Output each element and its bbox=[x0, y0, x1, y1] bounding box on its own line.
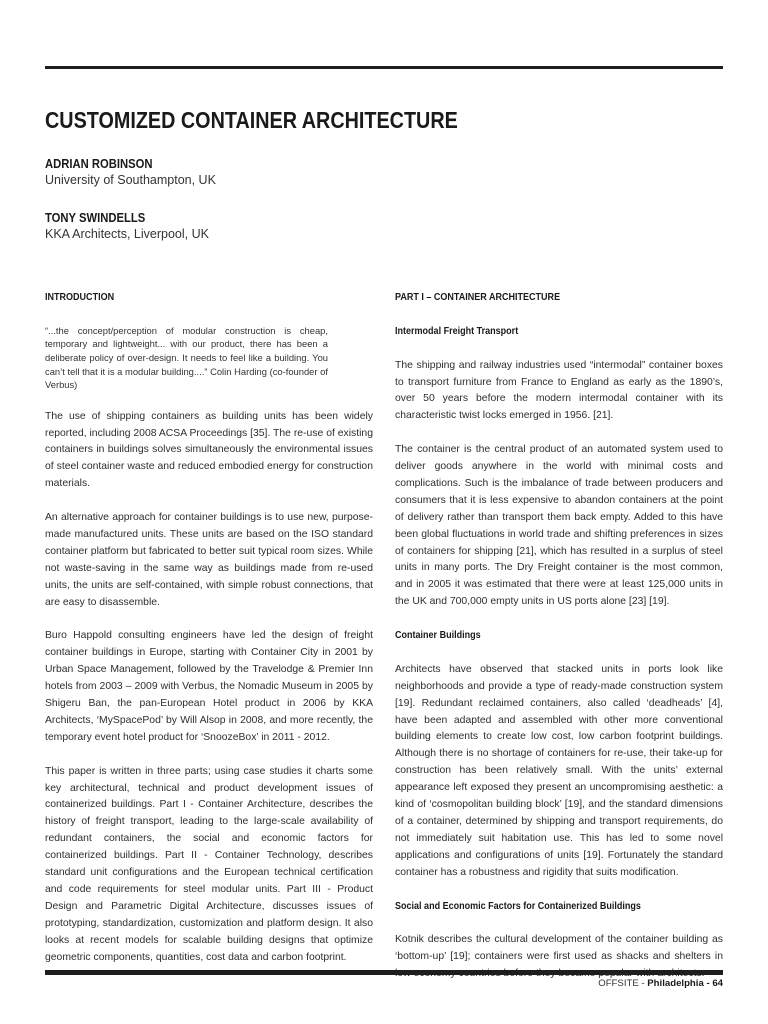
paragraph: The use of shipping containers as building units has been widely reported, including 2008 ACSA Proceedings [35]. The re-use of existing containers in buildings solves simultaneously the environmental issues of steel container waste and reduced embodied energy for construction materials. bbox=[45, 410, 373, 490]
author-1 bbox=[45, 156, 445, 189]
author-affiliation: University of Southampton, UK bbox=[45, 173, 216, 187]
paragraph: The container is the central product of an automated system used to deliver goods anywhere in the world with minimal costs and complications. Such is the imbalance of trade between producers and consumers that it is less expensive to abandon containers at the point of delivery rather than transport them back empty. Added to this have been global fluctuations in world trade and shifting preferences in sizes of containers for shipping [21], which has resulted in a surplus of steel units in many ports. The Dry Freight container is the most common, and in 2005 it was estimated that there were at least 125,000 units in the UK and 700,000 empty units in US ports alone [23] [19]. bbox=[395, 444, 723, 608]
part-heading: PART I – CONTAINER ARCHITECTURE bbox=[395, 292, 561, 303]
paragraph: Kotnik describes the cultural development of the container building as ‘bottom-up’ [19]; containers were first used as shacks and shelters in bbox=[395, 934, 723, 963]
bottom-rule bbox=[45, 970, 723, 975]
author-2 bbox=[45, 210, 445, 243]
paragraph: Buro Happold consulting engineers have led the design of freight container buildings in Europe, starting with Container City in 2001 by Urban Space Management, followed by the Travelodge & Premier Inn hotels from 2003 – 2009 with Verbus, the Nomadic Museum in 2005 by Shigeru Ban, the pan-European Hotel product in 2006 by KKA Architects, ‘MySpacePod’ by Will Alsop in 2008, and more recently, the temporary event hotel product for ‘SnoozeBox’ in 2011 - 2012. bbox=[45, 630, 373, 743]
page-footer bbox=[598, 978, 723, 990]
footer-prefix: OFFSITE - bbox=[598, 978, 648, 989]
epigraph-quote: “...the concept/perception of modular construction is cheap, temporary and lightweight... with our product, there has been a deliberate policy of over-design. It needs to feel like a building. You can’t tell that it is a modular building....” Colin Harding (co-founder of Verbus) bbox=[45, 324, 328, 391]
left-column bbox=[45, 290, 373, 967]
top-rule bbox=[45, 66, 723, 69]
footer-location-page: Philadelphia - 64 bbox=[647, 978, 723, 989]
right-column bbox=[395, 290, 723, 983]
paragraph: This paper is written in three parts; using case studies it charts some key architectural, technical and product development issues of containerized buildings. Part I - Container Architecture, describes the history of freight transport, leading to the large-scale availability of redundant containers, the social and economic factors for containerized buildings. Part II - Container Technology, describes standard unit configurations and the European technical certification and code requirements for steel modular units. Part III - Product Design and Parametric Digital Architecture, discusses issues of prototyping, standardization, customization and platform design. It also looks at recent models for scalable building designs that optimize geometric components, quantities, cost data and carbon footprint. bbox=[45, 765, 373, 963]
subsection-heading: Container Buildings bbox=[395, 630, 481, 642]
subsection-heading: Intermodal Freight Transport bbox=[395, 325, 519, 337]
author-affiliation: KKA Architects, Liverpool, UK bbox=[45, 227, 209, 241]
paragraph: Architects have observed that stacked units in ports look like neighborhoods and provide a type of ready-made construction system [19]. Redundant reclaimed containers, also called ‘deadheads’ [4], have been adapted and assembled with other more conventional building elements to create low cost, low carbon footprint buildings. Although there is no shortage of containers for re-use, their take-up for construction has been relatively small. With the units’ external appearance left exposed they present an uncompromising aesthetic: a kind of ‘cosmopolitan building block’ [19], and the standard dimensions of a container, determined by shipping and transport requirements, do not immediately suit habitation use. This has led to some novel applications and configurations of units [19]. Fortunately the standard container has a robustness and rigidity that suits modification. bbox=[395, 663, 723, 878]
section-heading-introduction: INTRODUCTION bbox=[45, 292, 115, 303]
paragraph: The shipping and railway industries used “intermodal” container boxes to transport furniture from France to England as early as the 1890’s, over 50 years before the modern intermodal container with its characteristic twist locks emerged in 1956. [21]. bbox=[395, 359, 723, 422]
author-name: ADRIAN ROBINSON bbox=[45, 157, 153, 171]
paper-title: CUSTOMIZED CONTAINER ARCHITECTURE bbox=[45, 107, 458, 133]
subsection-heading: Social and Economic Factors for Containerized Buildings bbox=[395, 900, 641, 912]
author-name: TONY SWINDELLS bbox=[45, 211, 146, 225]
paragraph: An alternative approach for container buildings is to use new, purpose-made manufactured units. These units are based on the ISO standard container platform but fabricated to better suit typical room sizes. While not waste-saving in the same way as buildings made from re-used units, the units are self-contained, with simple robust connections, that are easy to disassemble. bbox=[45, 512, 373, 608]
